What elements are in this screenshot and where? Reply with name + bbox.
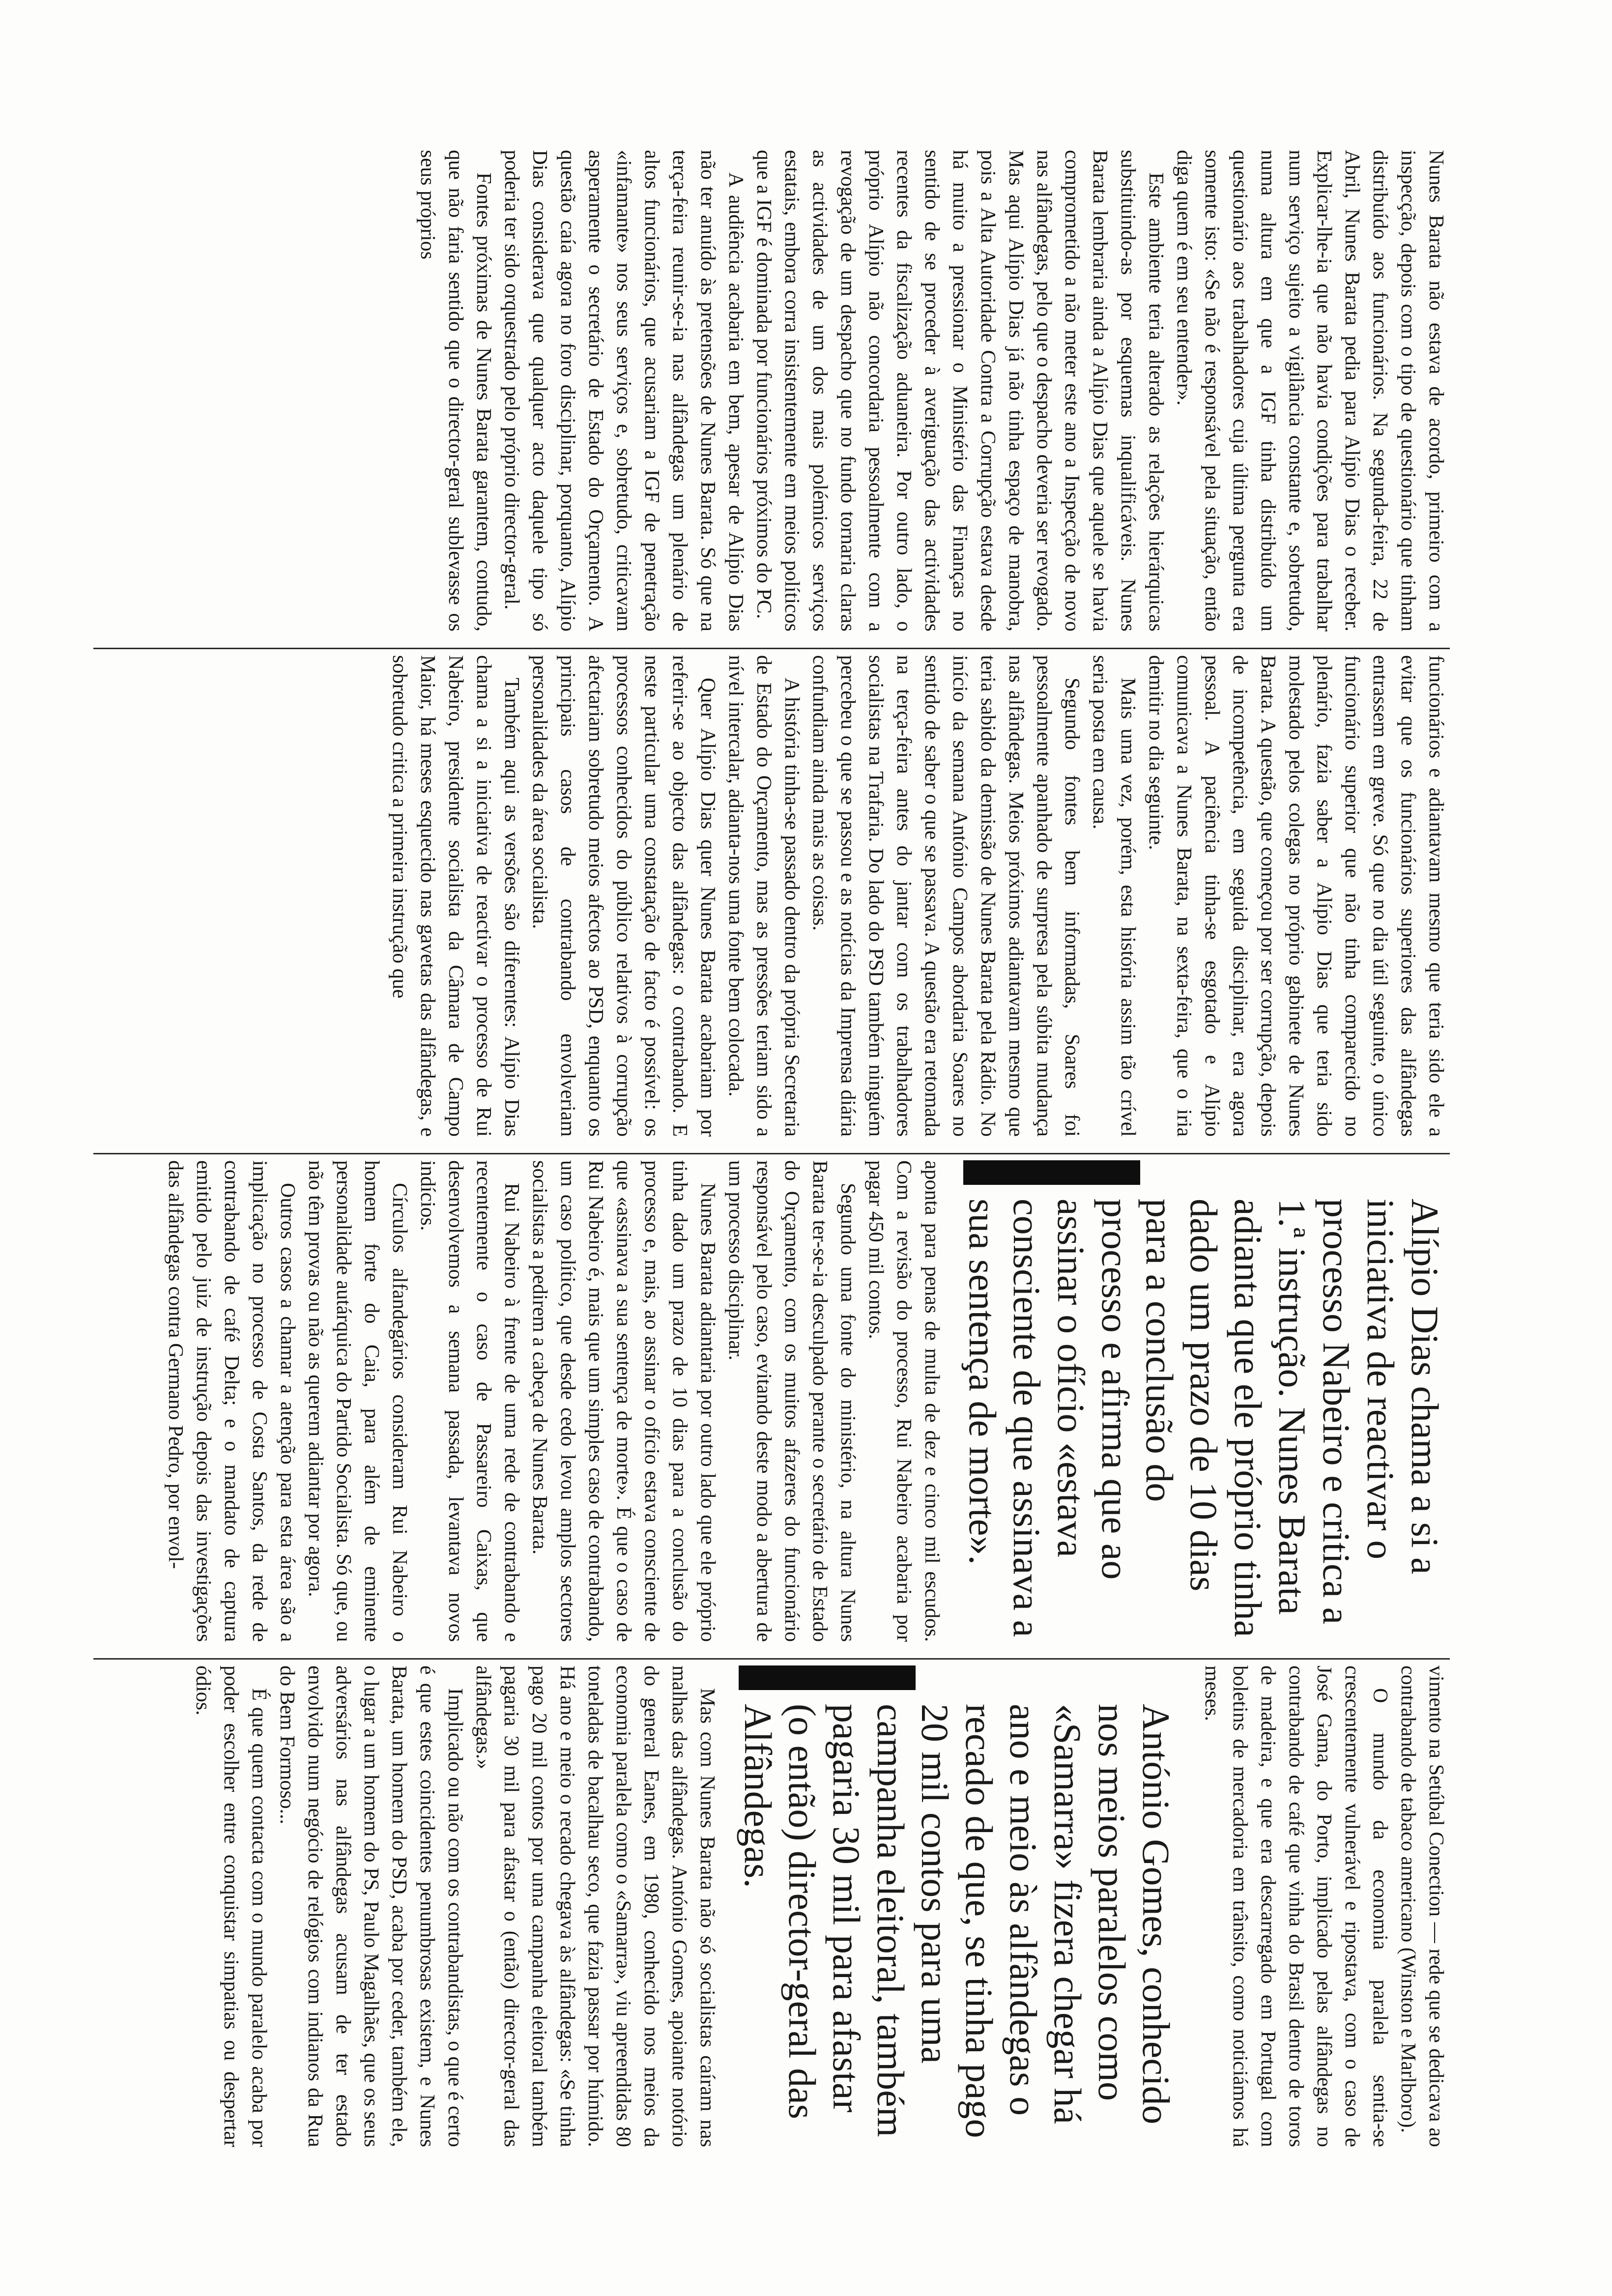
paragraph: funcionários e adiantavam mesmo que teria sido ele a evitar que os funcionários superiores das alfândegas entrassem em greve. Só que no dia útil seguinte, o único funcionário superior que não tinha comparecido no plenário, fazia saber a Alípio Dias que teria sido molestado pelos colegas no próprio gabinete de Nunes Barata. A questão, que começou por ser corrupção, depois de incompetência, em seguida disciplinar, era agora pessoal. A paciência tinha-se esgotado e Alípio comunicava a Nunes Barata, na sexta-feira, que o iria demitir no dia seguinte. xyxy=(1145,655,1447,1137)
pull-quote-text: Alípio Dias chama a si a iniciativa de reactivar o processo Nabeiro e critica a 1.ª instrução. Nunes Barata adianta que ele próprio tinha dado um prazo de 10 dias para a conclusão do processo e afirma que ao assinar o ofício «estava consciente de que assinava a sua sentença de morte». xyxy=(961,1199,1446,1637)
paragraph: Rui Nabeiro à frente de uma rede de contrabando e recentemente o caso de Passareiro Caixas, que desenvolvemos a semana passada, levantava novos indícios. xyxy=(416,1160,523,1642)
article-column-3 xyxy=(15,1160,1450,1642)
paragraph: Mas com Nunes Barata não só socialistas caíram nas malhas das alfândegas. António Gomes, apoiante notório do general Eanes, em 1980, conhecido nos meios da economia paralela como o «Samarra», viu apreendidas 80 toneladas de bacalhau seco, que fazia passar por húmido. Há ano e meio o recado chegava às alfândegas: «Se tinha pago 20 mil contos por uma campanha eleitoral também pagaria 30 mil para afastar o (então) director-geral das alfândegas.» xyxy=(472,1665,719,2147)
paragraph: O mundo da economia paralela sentia-se crescentemente vulnerável e ripostava, com o caso de José Gama, do Porto, implicado pelas alfândegas no contrabando de café que vinha do Brasil dentro de toros de madeira, e que era descarregado em Portugal com boletins de mercadoria em trânsito, como noticiámos há meses. xyxy=(1201,1665,1391,2147)
article-column-4 xyxy=(15,1665,1450,2147)
paragraph: Círculos alfandegários consideram Rui Nabeiro o homem forte do Caia, para além de eminente personalidade autárquica do Partido Socialista. Só que, ou não têm provas ou não as querem adiantar por agora. xyxy=(304,1160,411,1642)
pull-quote-bar xyxy=(739,1665,916,1690)
paragraph: Nunes Barata adiantaria por outro lado que ele próprio tinha dado um prazo de 10 dias para a conclusão do processo e, mais, ao assinar o ofício estava consciente de que «assinava a sua sentença de morte». É que o caso de Rui Nabeiro é, mais que um simples caso de contrabando, um caso político, que desde cedo levou amplos sectores socialistas a pedirem a cabeça de Nunes Barata. xyxy=(528,1160,719,1642)
pull-quote-text: António Gomes, conhecido nos meios paralelos como «Samarra» fizera chegar há ano e meio às alfândegas o recado de que, se tinha pago 20 mil contos para uma campanha eleitoral, também pagaria 30 mil para afastar (o então) director-geral das Alfândegas. xyxy=(737,1704,1178,2138)
paragraph: Este ambiente teria alterado as relações hierárquicas substituindo-as por esquemas inqualificáveis. Nunes Barata lembraria ainda a Alípio Dias que aquele se havia comprometido a não meter este ano a Inspecção de novo nas alfândegas, pelo que o despacho deveria ser revogado. Mas aqui Alípio Dias já não tinha espaço de manobra, pois a Alta Autoridade Contra a Corrupção estava desde há muito a pressionar o Ministério das Finanças no sentido de se proceder à averiguação das actividades recentes da fiscalização aduaneira. Por outro lado, o próprio Alípio não concordaria pessoalmente com a revogação de um despacho que no fundo tornaria claras as actividades de um dos mais polémicos serviços estatais, embora corra insistentemente em meios políticos que a IGF é dominada por funcionários próximos do PC. xyxy=(752,150,1167,631)
paragraph: Implicado ou não com os contrabandistas, o que é certo é que estes coincidentes penumbrosas existem, e Nunes Barata, um homem do PSD, acaba por ceder, também ele, o lugar a um homem do PS, Paulo Magalhães, que os seus adversários nas alfândegas acusam de ter estado envolvido num negócio de relógios com indianos da Rua do Bem Formoso... xyxy=(276,1665,466,2147)
paragraph: A audiência acabaria em bem, apesar de Alípio Dias não ter anuído às pretensões de Nunes Barata. Só que na terça-feira reunir-se-ia nas alfândegas um plenário de altos funcionários, que acusariam a IGF de penetração «infamante» nos seus serviços e, sobretudo, criticavam asperamente o secretário de Estado do Orçamento. A questão caía agora no foro disciplinar, porquanto, Alípio Dias considerava que qualquer acto daquele tipo só poderia ter sido orquestrado pelo próprio director-geral. xyxy=(500,150,747,631)
paragraph: A história tinha-se passado dentro da própria Secretaria de Estado do Orçamento, mas as pressões teriam sido a nível intercalar, adianta-nos uma fonte bem colocada. xyxy=(724,655,803,1137)
paragraph: Segundo fontes bem informadas, Soares foi pessoalmente apanhado de surpresa pela súbita mudança nas alfândegas. Meios próximos adiantavam mesmo que teria sabido da demissão de Nunes Barata pela Rádio. No início da semana António Campos abordaria Soares no sentido de saber o que se passava. A questão era retomada na terça-feira antes do jantar com os trabalhadores socialistas na Trafaria. Do lado do PSD também ninguém percebeu o que se passou e as notícias da Imprensa diária confundiam ainda mais as coisas. xyxy=(808,655,1083,1137)
paragraph: Quer Alípio Dias quer Nunes Barata acabariam por referir-se ao objecto das alfândegas: o contrabando. E neste particular uma constatação de facto é possível: os processos conhecidos do público relativos à corrupção afectariam sobretudo meios afectos ao PSD, enquanto os principais casos de contrabando envolveriam personalidades da área socialista. xyxy=(528,655,719,1137)
paragraph: Outros casos a chamar a atenção para esta área são a implicação no processo de Costa Santos, da rede de contrabando de café Delta; e o mandato de captura emitido pelo juiz de instrução depois das investigações das alfândegas contra Germano Pedro, por envol- xyxy=(164,1160,299,1642)
paragraph: Segundo uma fonte do ministério, na altura Nunes Barata ter-se-ia desculpado perante o secretário de Estado do Orçamento, com os muitos afazeres do funcionário responsável pelo caso, evitando deste modo a abertura de um processo disciplinar. xyxy=(724,1160,859,1642)
pull-quote-bar xyxy=(963,1160,1140,1185)
pull-quote xyxy=(960,1160,1447,1642)
paragraph: É que quem contacta com o mundo paralelo acaba por poder escolher entre conquistar simpatias ou despertar ódios. xyxy=(192,1665,270,2147)
article-column-1 xyxy=(15,150,1450,631)
paragraph: Mais uma vez, porém, esta história assim tão crível seria posta em causa. xyxy=(1089,655,1139,1137)
pull-quote xyxy=(736,1665,1178,2147)
paragraph: Nunes Barata não estava de acordo, primeiro com a inspecção, depois com o tipo de questionário que tinham distribuído aos funcionários. Na segunda-feira, 22 de Abril, Nunes Barata pedia para Alípio Dias o receber. Explicar-lhe-ia que não havia condições para trabalhar num serviço sujeito a vigilância constante e, sobretudo, numa altura em que a IGF tinha distribuído um questionário aos trabalhadores cuja última pergunta era somente isto: «Se não é responsável pela situação, então diga quem é em seu entender». xyxy=(1173,150,1447,631)
paragraph: Fontes próximas de Nunes Barata garantem, contudo, que não faria sentido que o director-geral sublevasse os seus próprios xyxy=(416,150,495,631)
paragraph: Também aqui as versões são diferentes: Alípio Dias chama a si a iniciativa de reactivar o processo de Rui Nabeiro, presidente socialista da Câmara de Campo Maior, há meses esquecido nas gavetas das alfândegas, e sobretudo critica a primeira instrução que xyxy=(388,655,523,1137)
paragraph: aponta para penas de multa de dez e cinco mil escudos. Com a revisão do processo, Rui Nabeiro acabaria por pagar 450 mil contos. xyxy=(864,1160,943,1642)
article-body xyxy=(15,150,1450,2184)
paragraph: vimento na Setúbal Conection — rede que se dedicava ao contrabando de tabaco americano (Winston e Marlboro). xyxy=(1397,1665,1447,2147)
article-column-2 xyxy=(15,655,1450,1137)
